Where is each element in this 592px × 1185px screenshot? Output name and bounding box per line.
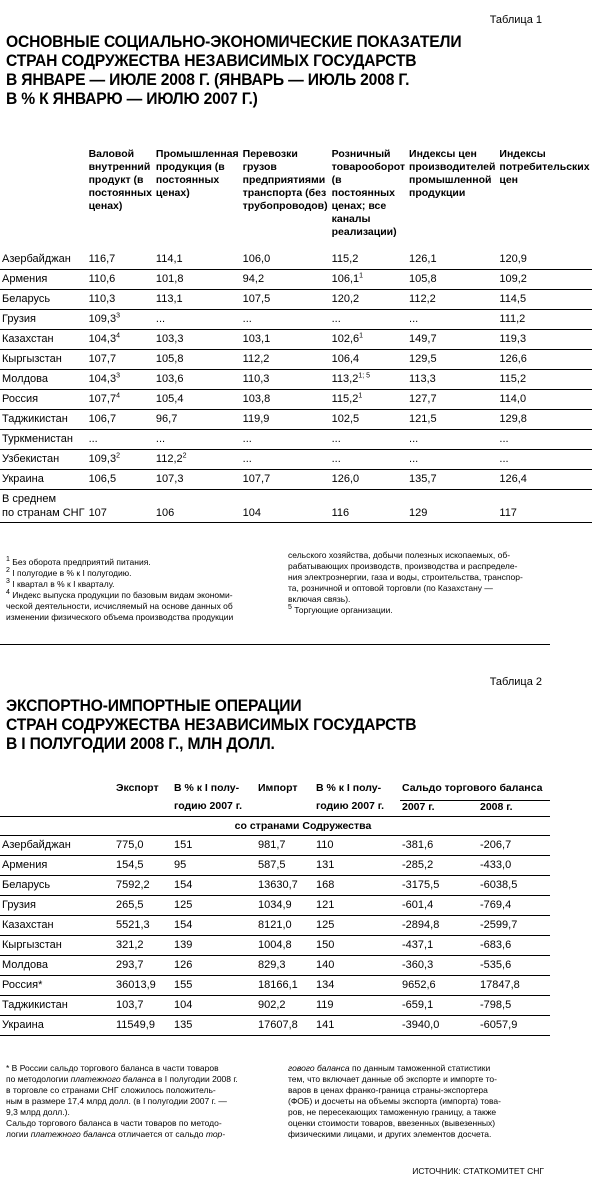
table-cell: 103,3 [154,330,241,350]
table-cell: 18166,1 [256,975,314,995]
table-cell: 902,2 [256,995,314,1015]
table-cell: -2894,8 [400,915,478,935]
table-cell: 96,7 [154,410,241,430]
table-cell: 106,4 [330,350,407,370]
table-row [0,895,550,915]
table-cell: -2599,7 [478,915,550,935]
footnote-mark: 3 [6,578,10,586]
note-line: Сальдо торгового баланса в части товаров по методо- [6,1118,222,1128]
note-line: * В России сальдо торгового баланса в части товаров [6,1063,219,1073]
table-cell: 17607,8 [256,1015,314,1035]
table1-title [6,32,503,108]
table-cell: 139 [172,935,256,955]
table-cell: 110,3 [87,290,154,310]
table-cell: 150 [314,935,400,955]
table-cell: 587,5 [256,855,314,875]
table-row [0,855,550,875]
table-cell: 293,7 [114,955,172,975]
table-row [0,450,592,470]
footnote-mark: 5 [288,604,292,612]
table-cell: -659,1 [400,995,478,1015]
average-label [0,490,87,523]
note-line: варов в ценах франко-граница страны-экспортера [288,1085,488,1095]
table-cell: 120,2 [330,290,407,310]
note-line: в торговле со странами СНГ сложилось положитель- [6,1085,216,1095]
footnote-mark: 2 [6,567,10,575]
t2-header-export: Экспорт [116,782,159,794]
table-cell: 107 [87,490,154,523]
footnote-mark: 1 [358,392,363,400]
table-cell: 111,2 [497,310,591,330]
table-cell: ... [241,430,330,450]
table-cell: 107,7 [87,350,154,370]
note-line: гового баланса по данным таможенной статистики [288,1063,491,1073]
table-cell: 102,6$^1$ [330,330,407,350]
table-cell: 126,0 [330,470,407,490]
table-row [0,935,550,955]
note-emphasis: платежного баланса [70,1074,156,1084]
table-row [0,875,550,895]
average-label-line: В среднем [2,493,57,505]
table-cell: ... [407,430,497,450]
t1-header-ppi: Индексы цен производителей промышленной продукции [409,148,496,199]
table-cell: 129,8 [497,410,591,430]
footnote-mark: 1; 5 [358,372,371,380]
table2-title-line: ЭКСПОРТНО-ИМПОРТНЫЕ ОПЕРАЦИИ [6,696,302,715]
footnote-mark: 4 [6,589,10,597]
table2-tag: Таблица 2 [489,676,542,688]
table-row [0,995,550,1015]
table-cell: 112,2 [407,290,497,310]
table-cell: -437,1 [400,935,478,955]
table-cell: 115,2$^1$ [330,390,407,410]
country-name: Беларусь [0,290,87,310]
table-cell: -683,6 [478,935,550,955]
t2-header-import-pct-2: годию 2007 г. [314,800,400,816]
note-line: рабатывающих производств, производства и распределе- [288,561,518,571]
table2-title-line: В I ПОЛУГОДИИ 2008 Г., МЛН ДОЛЛ. [6,734,275,753]
table-cell: 13630,7 [256,875,314,895]
section-divider [0,644,550,645]
table-cell: 154,5 [114,855,172,875]
table-cell: 114,5 [497,290,591,310]
table-cell: 105,8 [154,350,241,370]
table-cell: 829,3 [256,955,314,975]
table1-title-line: ОСНОВНЫЕ СОЦИАЛЬНО-ЭКОНОМИЧЕСКИЕ ПОКАЗАТЕЛИ [6,32,462,51]
table-cell: 129 [407,490,497,523]
table-cell: 121,5 [407,410,497,430]
table-row [0,430,592,450]
t2-header-import-pct-line: В % к I полу- [316,782,382,794]
table-cell: 112,2$^2$ [154,450,241,470]
table-cell: -6038,5 [478,875,550,895]
table-cell: 126,4 [497,470,591,490]
table-cell: 168 [314,875,400,895]
country-name: Таджикистан [0,995,114,1015]
table-cell: 5521,3 [114,915,172,935]
table-cell: 95 [172,855,256,875]
t1-header-freight: Перевозки грузов предприятиями транспорта (без трубопроводов) [242,148,328,212]
table-cell: 121 [314,895,400,915]
t2-header-import-pct [314,782,400,800]
footnote-mark: 2 [116,452,120,460]
table-cell: 149,7 [407,330,497,350]
table-cell: 119,9 [241,410,330,430]
note-line: сельского хозяйства, добычи полезных ископаемых, об- [288,550,511,560]
table-cell: 112,2 [241,350,330,370]
note-line: ров, не пересекающих таможенную границу, а также [288,1107,497,1117]
table-cell: -535,6 [478,955,550,975]
table-cell: 105,4 [154,390,241,410]
section-empty [0,816,114,835]
table-cell: 106,0 [241,250,330,270]
table-cell: 151 [172,835,256,855]
table1-title-line: В ЯНВАРЕ — ИЮЛЕ 2008 Г. (ЯНВАРЬ — ИЮЛЬ 2008 Г. [6,70,410,89]
table-cell: 126,1 [407,250,497,270]
table2 [0,782,550,1036]
table2-title-line: СТРАН СОДРУЖЕСТВА НЕЗАВИСИМЫХ ГОСУДАРСТВ [6,715,417,734]
table-cell: 115,2 [330,250,407,270]
source-label: ИСТОЧНИК: СТАТКОМИТЕТ СНГ [412,1166,544,1176]
table-cell: -769,4 [478,895,550,915]
note-line: включая связь). [288,594,351,604]
table-cell: 116 [330,490,407,523]
table-cell: ... [330,430,407,450]
table-cell: 110,6 [87,270,154,290]
t2-header-2007: 2007 г. [400,800,478,816]
table-cell: 119,3 [497,330,591,350]
table-cell: 113,2$^{1; 5}$ [330,370,407,390]
table-cell: ... [330,450,407,470]
table-cell: 131 [314,855,400,875]
note-line: $^3$ I квартал в % к I кварталу. [6,578,115,589]
table-cell: -3940,0 [400,1015,478,1035]
table-row [0,955,550,975]
note-emphasis: тор- [205,1129,226,1139]
table-row [0,350,592,370]
country-name: Молдова [0,955,114,975]
table-cell: 17847,8 [478,975,550,995]
t2-header-export-pct [172,782,256,800]
table-row [0,290,592,310]
table-cell: 154 [172,915,256,935]
table-cell: 321,2 [114,935,172,955]
country-name: Армения [0,270,87,290]
footnote-mark: 1 [359,332,364,340]
country-name: Азербайджан [0,250,87,270]
country-name: Украина [0,1015,114,1035]
table-cell: 114,0 [497,390,591,410]
table-cell: -381,6 [400,835,478,855]
section-label: со странами Содружества [114,816,550,835]
table-cell: ... [87,430,154,450]
table2-note-left [6,1063,276,1140]
table-cell: 113,3 [407,370,497,390]
table-cell: ... [154,430,241,450]
note-line: 9,3 млрд долл.). [6,1107,70,1117]
table2-body [0,816,550,1035]
country-name: Армения [0,855,114,875]
table-cell: 114,1 [154,250,241,270]
t2-header-export-pct-2: годию 2007 г. [172,800,256,816]
note-emphasis: платежного баланса [30,1129,116,1139]
table-cell: ... [407,450,497,470]
table2-corner [0,782,114,800]
table-cell: -601,4 [400,895,478,915]
note-line: ческой деятельности, исчисляемый на основе данных об [6,601,233,611]
table-cell: 107,7 [241,470,330,490]
table-cell: 141 [314,1015,400,1035]
table-cell: ... [497,450,591,470]
table2-empty [256,800,314,816]
t2-header-balance: Сальдо торгового баланса [400,782,550,800]
table-cell: 109,3$^2$ [87,450,154,470]
table-cell: 103,1 [241,330,330,350]
table-cell: 104,3$^4$ [87,330,154,350]
table-cell: 129,5 [407,350,497,370]
table-cell: 106,5 [87,470,154,490]
table-cell: 126,6 [497,350,591,370]
table-cell: 101,8 [154,270,241,290]
table-row [0,390,592,410]
table-cell: 102,5 [330,410,407,430]
t1-header-industry: Промышленная продукция (в постоянных ценах) [155,148,239,199]
country-name: Казахстан [0,915,114,935]
table-cell: 1034,9 [256,895,314,915]
note-line: $^2$ I полугодие в % к I полугодию. [6,567,132,578]
table-cell: 103,8 [241,390,330,410]
table-cell: 115,2 [497,370,591,390]
table-row-average [0,490,592,523]
table-cell: 127,7 [407,390,497,410]
table-cell: 119 [314,995,400,1015]
country-name: Туркменистан [0,430,87,450]
table-cell: 94,2 [241,270,330,290]
footnote-mark: 1 [6,556,10,564]
table2-empty [114,800,172,816]
note-line: оценки стоимости товаров, ввезенных (вывезенных) [288,1118,496,1128]
table-cell: 116,7 [87,250,154,270]
table1-title-line: СТРАН СОДРУЖЕСТВА НЕЗАВИСИМЫХ ГОСУДАРСТВ [6,51,417,70]
table-cell: 113,1 [154,290,241,310]
table-cell: 103,7 [114,995,172,1015]
table-cell: 154 [172,875,256,895]
table-row [0,915,550,935]
note-line: $^5$ Торгующие организации. [288,604,393,615]
table-row [0,330,592,350]
t2-header-export-pct-line: В % к I полу- [174,782,240,794]
table-row [0,975,550,995]
table1-tag: Таблица 1 [489,14,542,26]
footnote-mark: 4 [116,332,120,340]
t2-header-2008: 2008 г. [478,800,550,816]
table-cell: 104 [172,995,256,1015]
table-cell: 981,7 [256,835,314,855]
table-cell: 135 [172,1015,256,1035]
table-cell: ... [497,430,591,450]
note-emphasis: гового баланса [288,1063,350,1073]
table-row [0,310,592,330]
table-cell: -285,2 [400,855,478,875]
table2-title [6,696,503,753]
table-row [0,250,592,270]
table1-notes-right [288,550,550,616]
table-cell: ... [241,310,330,330]
note-line: физическими лицами, и других элементов досчета. [288,1129,492,1139]
note-line: тем, что включает данные об экспорте и импорте то- [288,1074,497,1084]
table-row [0,370,592,390]
table-row [0,470,592,490]
table-cell: -3175,5 [400,875,478,895]
table-cell: 103,6 [154,370,241,390]
t1-header-gdp: Валовой внутренний продукт (в постоянных ценах) [88,148,152,212]
t1-header-cpi: Индексы потребительских цен [499,148,590,186]
table-row [0,270,592,290]
table-cell: 155 [172,975,256,995]
table-cell: 140 [314,955,400,975]
t1-header-retail: Розничный товарооборот (в постоянных ценах; все каналы реализации) [331,148,406,238]
table-cell: 134 [314,975,400,995]
table-cell: -206,7 [478,835,550,855]
country-name: Грузия [0,310,87,330]
footnote-mark: 4 [116,392,120,400]
table1 [0,148,592,523]
country-name: Россия [0,390,87,410]
table-cell: 107,5 [241,290,330,310]
country-name: Кыргызстан [0,935,114,955]
table-cell: -6057,9 [478,1015,550,1035]
table2-corner2 [0,800,114,816]
country-name: Россия* [0,975,114,995]
section-row [0,816,550,835]
country-name: Таджикистан [0,410,87,430]
table-cell: ... [241,450,330,470]
footnote-mark: 1 [359,272,364,280]
note-line: ния электроэнергии, газа и воды, строительства, транспор- [288,572,523,582]
country-name: Кыргызстан [0,350,87,370]
table-cell: 265,5 [114,895,172,915]
note-line: $^4$ Индекс выпуска продукции по базовым видам экономи- [6,589,233,600]
country-name: Узбекистан [0,450,87,470]
table1-corner [0,148,87,250]
country-name: Грузия [0,895,114,915]
table-cell: -433,0 [478,855,550,875]
table-cell: 106,7 [87,410,154,430]
table-cell: 1004,8 [256,935,314,955]
table-cell: 120,9 [497,250,591,270]
table1-body [0,250,592,523]
table-cell: 107,3 [154,470,241,490]
table-cell: 125 [172,895,256,915]
t2-header-import: Импорт [258,782,298,794]
table-cell: 110,3 [241,370,330,390]
table-cell: 125 [314,915,400,935]
note-line: по методологии платежного баланса в I полугодии 2008 г. [6,1074,238,1084]
note-line: логии платежного баланса отличается от сальдо тор- [6,1129,226,1139]
table1-title-line: В % К ЯНВАРЮ — ИЮЛЮ 2007 Г.) [6,89,258,108]
country-name: Казахстан [0,330,87,350]
table-cell: 106,1$^1$ [330,270,407,290]
note-line: изменении физического объема производства продукции [6,612,234,622]
table-cell: 135,7 [407,470,497,490]
table-row [0,835,550,855]
table-cell: 36013,9 [114,975,172,995]
table1-notes-left [6,557,276,623]
table-cell: 11549,9 [114,1015,172,1035]
table-cell: 7592,2 [114,875,172,895]
table-cell: 110 [314,835,400,855]
table2-note-right [288,1063,550,1140]
table-cell: 109,2 [497,270,591,290]
table-cell: 117 [497,490,591,523]
note-line: та, розничной и оптовой торговли (по Казахстану — [288,583,493,593]
table-cell: 104,3$^3$ [87,370,154,390]
note-line: (ФОБ) и досчеты на объемы экспорта (импорта) това- [288,1096,501,1106]
country-name: Беларусь [0,875,114,895]
table-row [0,1015,550,1035]
note-line: $^1$ Без оборота предприятий питания. [6,556,151,567]
table-cell: 107,7$^4$ [87,390,154,410]
table-cell: 105,8 [407,270,497,290]
table-cell: 9652,6 [400,975,478,995]
table-cell: 775,0 [114,835,172,855]
footnote-mark: 3 [116,372,120,380]
table-cell: 104 [241,490,330,523]
table-cell: ... [407,310,497,330]
table-cell: -798,5 [478,995,550,1015]
average-label-line: по странам СНГ [2,507,85,519]
country-name: Азербайджан [0,835,114,855]
footnote-mark: 3 [116,312,120,320]
table-cell: 8121,0 [256,915,314,935]
table-cell: 106 [154,490,241,523]
country-name: Украина [0,470,87,490]
note-line: ным в размере 17,4 млрд долл. (в I полугодии 2007 г. — [6,1096,227,1106]
table-cell: ... [154,310,241,330]
table-cell: -360,3 [400,955,478,975]
footnote-mark: 2 [182,452,187,460]
table-cell: ... [330,310,407,330]
table-row [0,410,592,430]
table-cell: 109,3$^3$ [87,310,154,330]
country-name: Молдова [0,370,87,390]
table-cell: 126 [172,955,256,975]
